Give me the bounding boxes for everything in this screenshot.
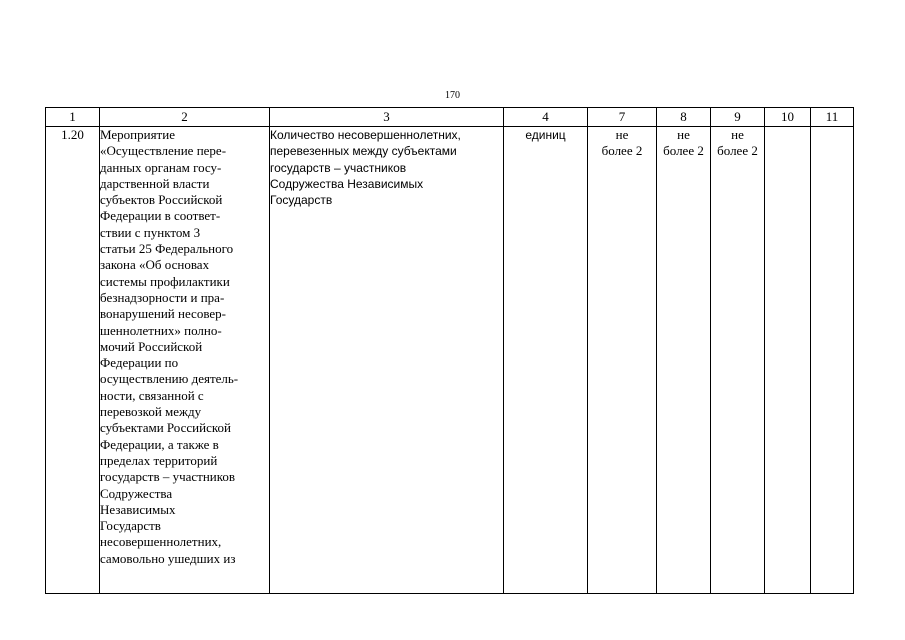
indicator-line: государств – участников bbox=[270, 160, 407, 175]
event-line: Федерации в соответ- bbox=[100, 208, 221, 224]
value-col-9 bbox=[711, 127, 765, 594]
event-line: Мероприятие bbox=[100, 127, 175, 142]
event-line: безнадзорности и пра- bbox=[100, 289, 225, 305]
value-col-8 bbox=[657, 127, 711, 594]
event-line: Содружества bbox=[100, 485, 173, 501]
header-col-3: 3 bbox=[270, 108, 504, 127]
header-col-7: 7 bbox=[588, 108, 657, 127]
event-line: перевозкой между bbox=[100, 404, 202, 420]
indicator-line: Количество несовершеннолетних, bbox=[270, 128, 461, 142]
event-line: самовольно ушедших из bbox=[100, 550, 236, 566]
table-header-row bbox=[46, 108, 854, 127]
table-row bbox=[46, 127, 854, 594]
value-col-11 bbox=[811, 127, 854, 594]
event-line: системы профилактики bbox=[100, 273, 230, 289]
event-line: пределах территорий bbox=[100, 452, 218, 468]
value-line: не bbox=[731, 127, 744, 142]
indicator-line: перевезенных между субъектами bbox=[270, 144, 457, 159]
event-line: шеннолетних» полно- bbox=[100, 322, 222, 338]
event-line: ности, связанной с bbox=[100, 387, 204, 403]
header-col-2: 2 bbox=[100, 108, 270, 127]
indicators-table bbox=[45, 107, 854, 594]
event-line: Государств bbox=[100, 518, 161, 534]
event-line: «Осуществление пере- bbox=[100, 143, 227, 159]
event-line: статьи 25 Федерального bbox=[100, 241, 234, 257]
value-line: не bbox=[615, 127, 629, 142]
event-line: вонарушений несовер- bbox=[100, 306, 226, 322]
event-description bbox=[100, 127, 270, 594]
unit-cell: единиц bbox=[504, 127, 588, 594]
indicator-description bbox=[270, 127, 504, 594]
value-col-10 bbox=[765, 127, 811, 594]
header-col-1: 1 bbox=[46, 108, 100, 127]
value-line: более 2 bbox=[717, 143, 758, 159]
event-line: закона «Об основах bbox=[100, 257, 210, 273]
event-line: ствии с пунктом 3 bbox=[100, 224, 201, 240]
header-col-11: 11 bbox=[811, 108, 854, 127]
event-line: дарственной власти bbox=[100, 175, 210, 191]
page-number: 170 bbox=[445, 90, 460, 101]
value-line: более 2 bbox=[663, 143, 704, 159]
indicator-line: Содружества Независимых bbox=[270, 176, 424, 191]
event-line: государств – участников bbox=[100, 469, 236, 485]
event-line: данных органам госу- bbox=[100, 159, 222, 175]
header-col-10: 10 bbox=[765, 108, 811, 127]
event-line: субъектов Российской bbox=[100, 192, 223, 208]
event-line: несовершеннолетних, bbox=[100, 534, 222, 550]
header-col-8: 8 bbox=[657, 108, 711, 127]
indicator-line: Государств bbox=[270, 193, 333, 208]
event-line: осуществлению деятель- bbox=[100, 371, 239, 387]
value-line: более 2 bbox=[601, 143, 643, 159]
row-number: 1.20 bbox=[46, 127, 100, 594]
event-line: субъектами Российской bbox=[100, 420, 231, 436]
event-line: Независимых bbox=[100, 501, 176, 517]
event-line: Федерации, а также в bbox=[100, 436, 219, 452]
event-line: Федерации по bbox=[100, 355, 179, 371]
value-line: не bbox=[677, 127, 690, 142]
header-col-9: 9 bbox=[711, 108, 765, 127]
header-col-4: 4 bbox=[504, 108, 588, 127]
value-col-7 bbox=[588, 127, 657, 594]
event-line: мочий Российской bbox=[100, 338, 203, 354]
